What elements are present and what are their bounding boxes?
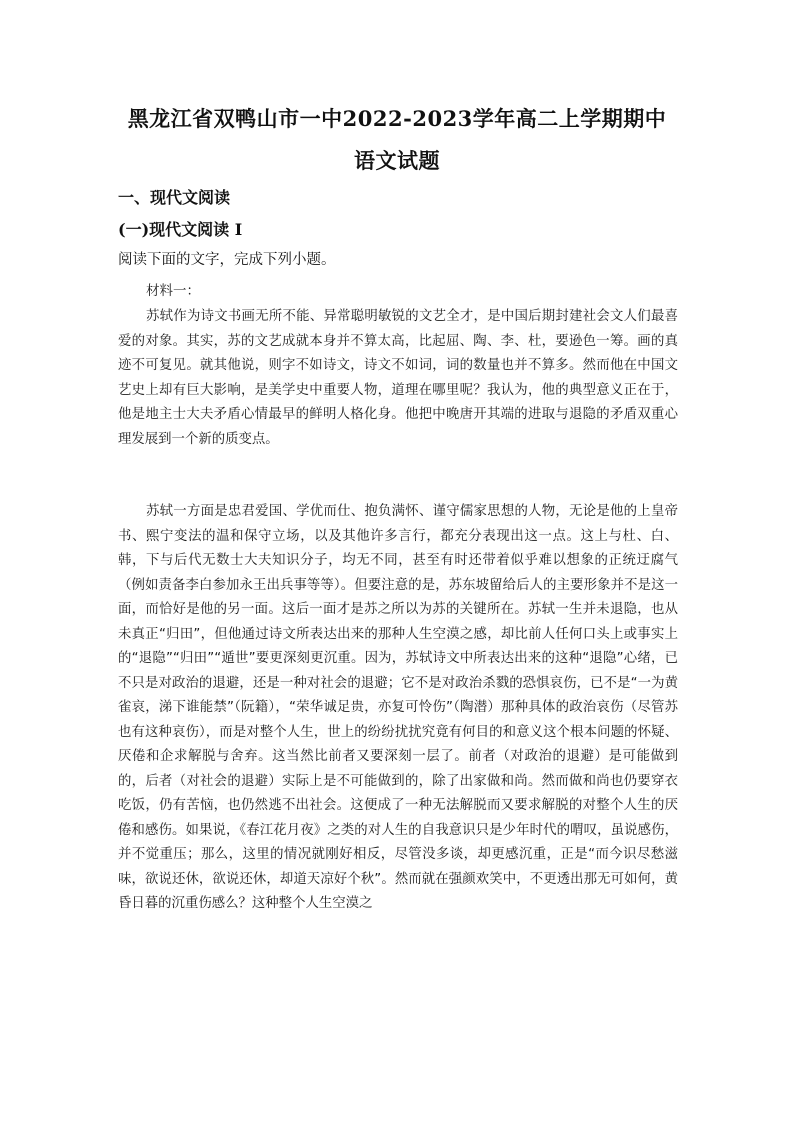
- paragraph-1: 苏轼作为诗文书画无所不能、异常聪明敏锐的文艺全才，是中国后期封建社会文人们最喜爱的对象。其实，苏的文艺成就本身并不算太高，比起屈、陶、李、杜，要逊色一筹。画的真迹不可复见。就其他说，则字不如诗文，诗文不如词，词的数量也并不算多。然而他在中国文艺史上却有巨大影响，是美学史中重要人物，道理在哪里呢？我认为，他的典型意义正在于，他是地主士大夫矛盾心情最早的鲜明人格化身。他把中晚唐开其端的进取与退隐的矛盾双重心理发展到一个新的质变点。: [118, 309, 678, 447]
- material-label: 材料一：: [146, 283, 200, 299]
- subsection-heading: (一)现代文阅读 I: [118, 220, 243, 239]
- section-heading: 一、现代文阅读: [118, 188, 231, 207]
- document-subtitle: 语文试题: [354, 148, 440, 173]
- paragraph-2: 苏轼一方面是忠君爱国、学优而仕、抱负满怀、谨守儒家思想的人物，无论是他的上皇帝书、熙宁变法的温和保守立场，以及其他许多言行，都充分表现出这一点。这上与杜、白、韩，下与后代无数士大夫知识分子，均无不同，甚至有时还带着似乎难以想象的正统迂腐气（例如责备李白参加永王出兵事等等）。但要注意的是，苏东坡留给后人的主要形象并不是这一面，而恰好是他的另一面。这后一面才是苏之所以为苏的关键所在。苏轼一生并未退隐，也从未真正“归田”，但他通过诗文所表达出来的那种人生空漠之感，却比前人任何口头上或事实上的“退隐”“归田”“遁世”要更深刻更沉重。因为，苏轼诗文中所表达出来的这种“退隐”心绪，已不只是对政治的退避，还是一种对社会的退避；它不是对政治杀戮的恐惧哀伤，已不是“一为黄雀哀，涕下谁能禁”（阮籍），“荣华诚足贵，亦复可怜伤”（陶潜）那种具体的政治哀伤（尽管苏也有这种哀伤），而是对整个人生，世上的纷纷扰扰究竟有何目的和意义这个根本问题的怀疑、厌倦和企求解脱与舍弃。这当然比前者又要深刻一层了。前者（对政治的退避）是可能做到的，后者（对社会的退避）实际上是不可能做到的，除了出家做和尚。然而做和尚也仍要穿衣吃饭，仍有苦恼，也仍然逃不出社会。这便成了一种无法解脱而又要求解脱的对整个人生的厌倦和感伤。如果说，《春江花月夜》之类的对人生的自我意识只是少年时代的喟叹，虽说感伤，并不觉重压；那么，这里的情况就刚好相反，尽管没多谈，却更感沉重，正是“而今识尽愁滋味，欲说还休，欲说还休，却道天凉好个秋”。然而就在强颜欢笑中，不更透出那无可如何，黄昏日暮的沉重伤感么？这种整个人生空漠之: [118, 504, 678, 911]
- reading-instruction: 阅读下面的文字，完成下列小题。: [118, 252, 336, 268]
- document-title: 黑龙江省双鸭山市一中2022-2023学年高二上学期期中: [127, 106, 667, 131]
